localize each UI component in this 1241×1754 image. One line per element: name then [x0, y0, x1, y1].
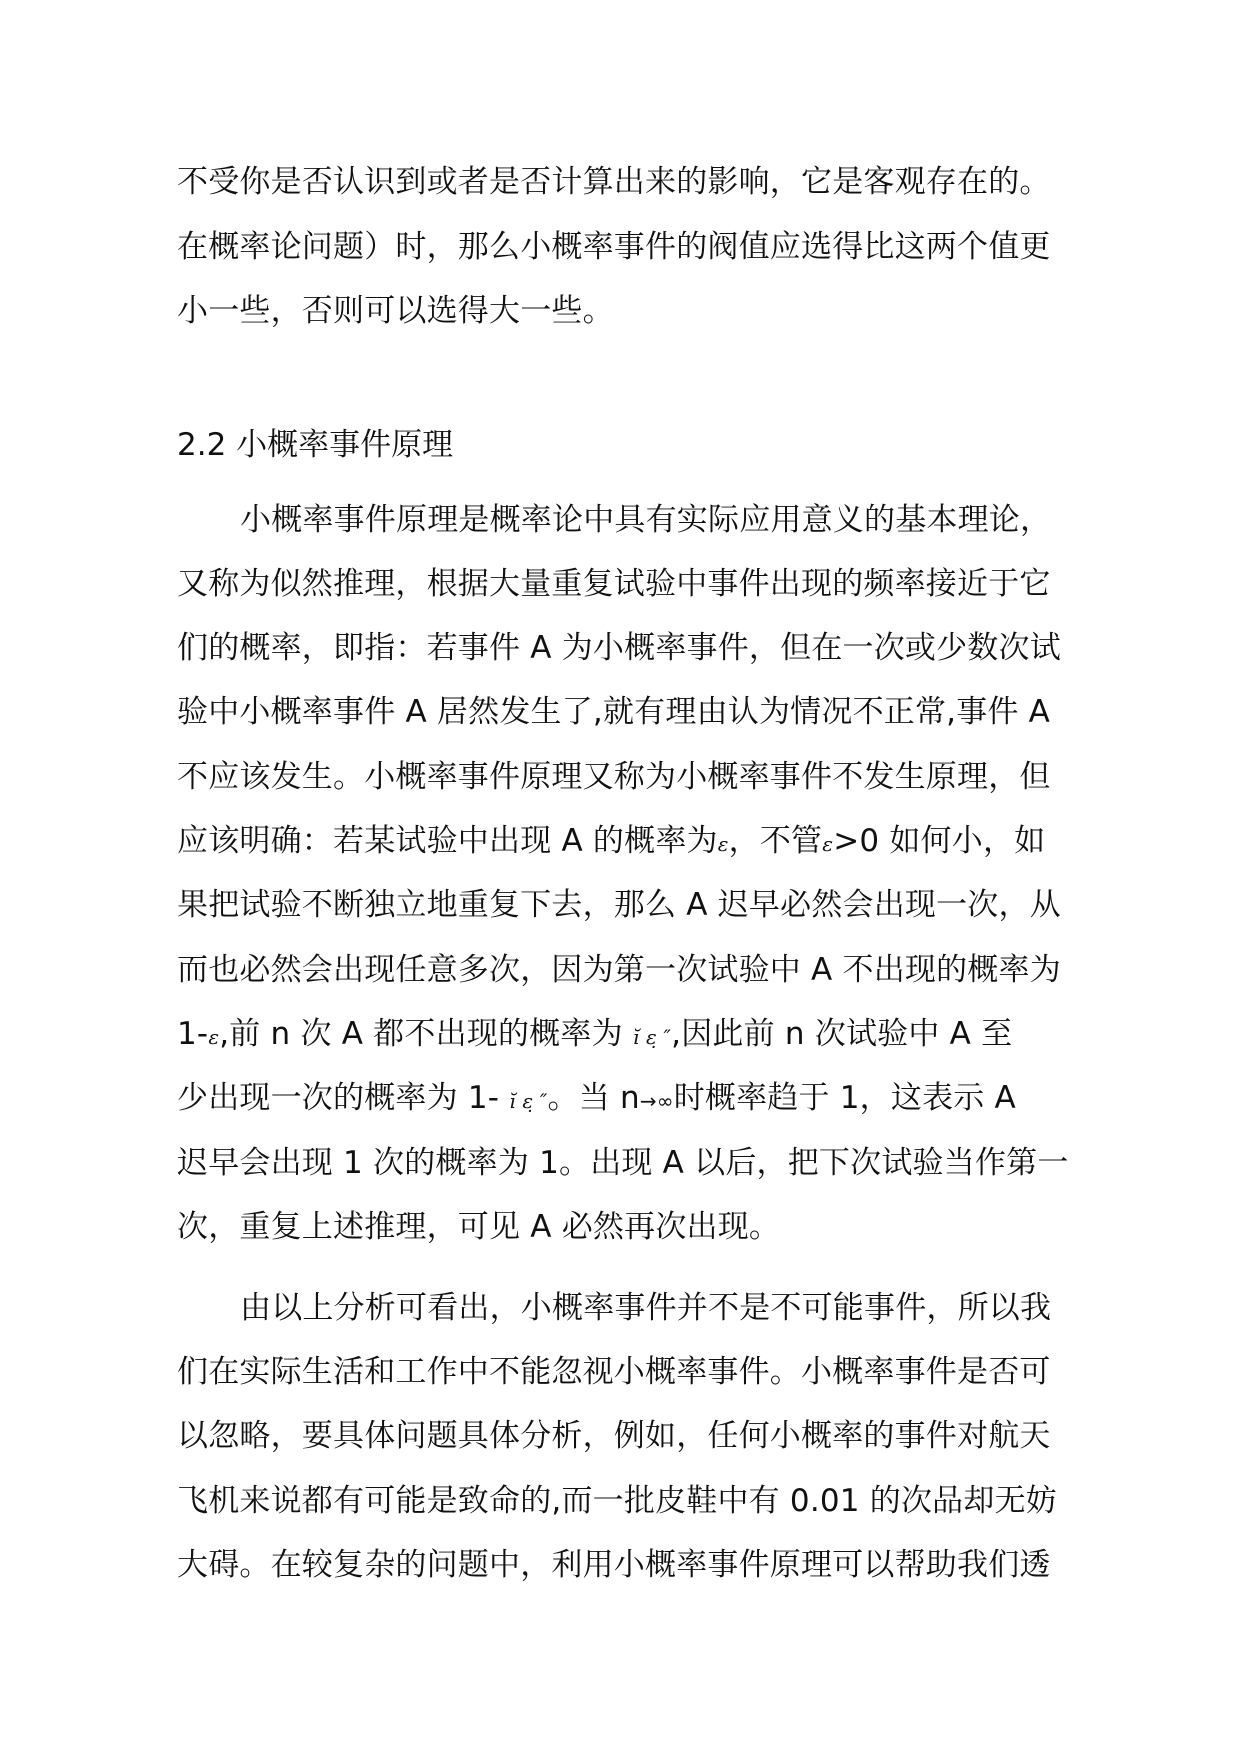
text-line: 由以上分析可看出，小概率事件并不是不可能事件，所以我	[240, 1290, 1052, 1326]
text-line: 果把试验不断独立地重复下去，那么 A 迟早必然会出现一次，从	[177, 887, 1061, 923]
text-segment: ，不管	[728, 823, 823, 859]
text-line: 小一些，否则可以选得大一些。	[177, 293, 614, 329]
text-line: 不应该发生。小概率事件原理又称为小概率事件不发生原理，但	[177, 759, 1051, 795]
text-segment: 少出现一次的概率为 1-	[177, 1080, 510, 1116]
section-heading: 2.2 小概率事件原理	[177, 427, 454, 463]
text-line: 们在实际生活和工作中不能忽视小概率事件。小概率事件是否可	[177, 1354, 1051, 1390]
formula: ĭ ε̣ ″	[632, 1025, 672, 1049]
text-line	[177, 821, 1117, 864]
text-segment: >0 如何小，如	[833, 823, 1046, 859]
text-line: 次，重复上述推理，可见 A 必然再次出现。	[177, 1209, 781, 1245]
text-segment: ,因此前 n 次试验中 A 至	[671, 1016, 1013, 1052]
text-line: 验中小概率事件 A 居然发生了,就有理由认为情况不正常,事件 A	[177, 694, 1051, 730]
text-line: 大碍。在较复杂的问题中，利用小概率事件原理可以帮助我们透	[177, 1547, 1051, 1583]
text-segment: 。当 n	[547, 1080, 640, 1116]
text-line	[177, 1014, 1117, 1057]
text-segment: 应该明确：若某试验中出现 A 的概率为	[177, 823, 718, 859]
text-line: 以忽略，要具体问题具体分析，例如，任何小概率的事件对航天	[177, 1418, 1051, 1454]
formula: ĭ ε̣ ″	[509, 1089, 548, 1113]
arrow-infinity-symbol: →∞	[639, 1089, 674, 1113]
epsilon-symbol: ε	[717, 832, 729, 856]
text-segment: 1-	[177, 1016, 209, 1052]
epsilon-symbol: ε	[208, 1025, 220, 1049]
epsilon-symbol: ε	[822, 832, 834, 856]
text-segment: ,前 n 次 A 都不出现的概率为	[219, 1016, 633, 1052]
text-line: 在概率论问题）时，那么小概率事件的阀值应选得比这两个值更	[177, 229, 1051, 265]
text-line: 迟早会出现 1 次的概率为 1。出现 A 以后，把下次试验当作第一	[177, 1145, 1069, 1181]
text-line: 而也必然会出现任意多次，因为第一次试验中 A 不出现的概率为	[177, 952, 1061, 988]
text-segment: 时概率趋于 1，这表示 A	[673, 1080, 1016, 1116]
text-line: 飞机来说都有可能是致命的,而一批皮鞋中有 0.01 的次品却无妨	[177, 1483, 1057, 1519]
text-line: 又称为似然推理，根据大量重复试验中事件出现的频率接近于它	[177, 566, 1051, 602]
text-line	[177, 1078, 1117, 1121]
text-line: 小概率事件原理是概率论中具有实际应用意义的基本理论，	[240, 502, 1052, 538]
text-line: 不受你是否认识到或者是否计算出来的影响，它是客观存在的。	[177, 164, 1051, 200]
text-line: 们的概率，即指：若事件 A 为小概率事件，但在一次或少数次试	[177, 630, 1061, 666]
